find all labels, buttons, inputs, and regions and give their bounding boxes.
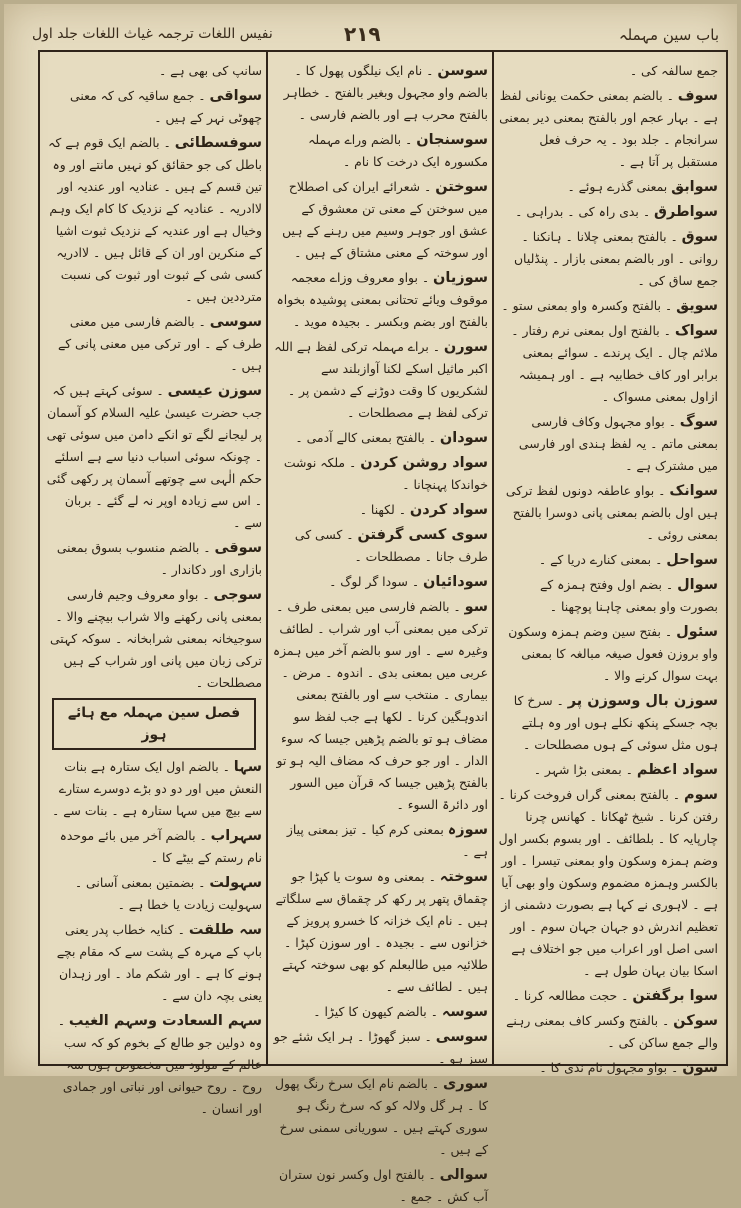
entry-definition: ۔ کنایہ خطاب پدر یعنی باپ کے مہرہ کے پشت سے کہ مقام بچے ہونے کا ہے ۔ اور شکم ماد ۔ اور زہدان یعنی بچہ دان سے ۔ — [56, 922, 262, 1003]
entry-definition: ۔ بمعنی وہ سوت یا کپڑا جو چقماق پتھر پر رکھ کر چقماق سے سلگاتے ہیں ۔ نام ایک خزانہ کا خسرو پرویز کے خزانوں سے ۔ بجیدہ ۔ اور سوزن کپڑا ۔ طلائیہ میں طالبعلم کو بھی سوختہ کہتے ہیں ۔ لطائف سے ۔ — [275, 869, 488, 994]
entry-definition: ۔ سوئی کہتے ہیں کہ جب حضرت عیسیٰ علیہ السلام کو آسمان پر لیجانے لگے تو انکے دامن میں سوئی تھی ۔ چونکہ سوئی اسباب دنیا سے ہے اسلئے حکم الٰہی سے چوتھے آسمان پر رکھی گئی ۔ اس سے زیادہ اوپر نہ لے گئے ۔ بربان سے ۔ — [46, 383, 262, 530]
entry-headword: سو — [464, 599, 488, 615]
middle-column — [272, 60, 488, 1204]
entry-definition: ۔ بفتح سین وضم ہمزہ وسکون واو بروزن فعول صیغہ مبالغہ کا بمعنی بہت سوال کرنے والا ۔ — [508, 624, 718, 683]
entry-definition: ۔ سبز گھوڑا ۔ ہر ایک شئے جو سبز ہو ۔ — [273, 1029, 488, 1066]
entry-headword: سوری — [443, 1076, 488, 1092]
dictionary-entry — [46, 60, 262, 82]
dictionary-entry — [272, 1001, 488, 1023]
entry-definition: ۔ بالضم بمعنی حکمت یونانی لفظ ہے ۔ بہار عجم اور بالفتح بمعنی دیر بمعنی سرانجام ۔ جلد بود ۔ یہ حرف فعل مستقبل پر آتا ہے ۔ — [499, 88, 718, 169]
section-heading: فصل سین مہملہ مع ہائے ہوز — [52, 698, 256, 750]
entry-headword: سوم — [684, 787, 718, 803]
entry-definition: ۔ بدی راہ کی ۔ بدراہی ۔ — [515, 204, 655, 219]
entry-definition: ۔ بالضم فارسی میں معنی طرف کے ۔ اور ترکی میں معنی پانی کے ہیں ۔ — [57, 314, 262, 373]
entry-definition: ۔ بالفتح بمعنی گراں فروخت کرنا ۔ رفتن کرنا ۔ شیخ ٹھکانا ۔ کھانس چرنا چارپایہ کا ۔ بلطائف ۔ اور بسوم بکسر اول وضم ہمزہ وسکون واو بمعنی تیسرا ۔ اور بالکسر وہمزہ مضموم وسکون واو بھی آیا ہے ۔ لاہوری نے کہا ہے بصورت دشمنی از تعظیم اندرش دو جہان جہان سوم ۔ اور اسی اصل اور اعراب میں جو اختلاف ہے اسکا بیان بہان طول ہے ۔ — [498, 787, 718, 978]
entry-headword: سواد کردن — [409, 502, 488, 518]
entry-definition: جمع سالفہ کی ۔ — [629, 63, 718, 78]
entry-definition: ۔ بالضم ایک قوم ہے کہ باطل کی جو حقائق کو نہیں مانتے اور وہ تین قسم کے ہیں ۔ عنادیہ اور عندیہ اور لاادریہ ۔ عنادیہ کے نزدیک کا کام ایک وہم وخیال ہے اور عندیہ کے نزدیک ثبوت اشیا کے منکرین اور ان کے قائل ہیں ۔ لاادریہ کسی شی کے ثبوت اور ثبوت کی نسبت مترددین ہیں ۔ — [48, 135, 262, 304]
entry-definition: ۔ شعرائے ایران کی اصطلاح میں سوختن کے معنی تن معشوق کے عشق اور جوہر وسیم میں رہنے کے ہیں اور سوختہ کے معنی مشتاق کے ہیں ۔ — [282, 179, 488, 260]
entry-definition: سانپ کی بھی ہے ۔ — [158, 63, 262, 78]
entry-headword: سوسی — [435, 1029, 488, 1045]
entry-headword: سوف — [677, 88, 718, 104]
dictionary-entry — [498, 549, 718, 571]
dictionary-entry — [272, 60, 488, 126]
dictionary-entry — [498, 985, 718, 1007]
entry-definition: ۔ بالضم فارسی میں بمعنی طرف ۔ ترکی میں بمعنی آب اور شراب ۔ لطائف وغیرہ سے ۔ اور سو بالضم آخر میں ہمزہ عربی میں بمعنی بدی ۔ اندوہ ۔ مرض ۔ بیماری ۔ منتخب سے اور بالفتح بمعنی اندوہگین کرنا ۔ لکھا ہے جب لفظ سو مضاف ہو تو بالضم پڑھیں جیسا کہ سوء الدار ۔ اور جو حرف کہ مضاف الیہ ہو تو بالفتح پڑھیں جیسا کہ قرآن میں السور اور دائرۃ السوء ۔ — [272, 599, 488, 812]
dictionary-entry — [46, 85, 262, 129]
page-number: ۲۱۹ — [344, 22, 381, 46]
dictionary-entry — [272, 596, 488, 816]
dictionary-entry — [46, 825, 262, 869]
dictionary-entry — [272, 571, 488, 593]
entry-headword: سہ طلقت — [188, 922, 262, 938]
dictionary-entry — [46, 132, 262, 308]
entry-headword: سوالی — [439, 1167, 488, 1183]
entry-definition: بمعنی کرم کیا ۔ تیز بمعنی پیاز ہے ۔ — [286, 822, 488, 859]
entry-headword: سورن — [443, 339, 488, 355]
dictionary-entry — [272, 866, 488, 998]
entry-definition: ۔ بالضم منسوب بسوق بمعنی بازاری اور دکاندار ۔ — [56, 540, 262, 577]
entry-headword: سواقی — [209, 88, 262, 104]
entry-definition: ۔ بالفتح وکسر کاف بمعنی رہنے والے جمع ساکن کی ۔ — [506, 1013, 718, 1050]
entry-definition: ۔ بالفتح اول وکسر نون ستران آب کش ۔ جمع ۔ — [279, 1167, 488, 1204]
entry-headword: سہراب — [210, 828, 262, 844]
dictionary-entry — [498, 759, 718, 781]
dictionary-entry — [498, 320, 718, 408]
entry-headword: سودائیان — [423, 574, 488, 590]
entry-definition: ۔ بمعنی بڑا شہر ۔ — [533, 762, 637, 777]
entry-headword: سوزن بال وسوزن پر — [567, 693, 718, 709]
entry-definition: ۔ بضمتین بمعنی آسانی ۔ سہولیت زیادت یا خطا ہے ۔ — [74, 875, 262, 912]
entry-headword: سوزیان — [433, 270, 488, 286]
dictionary-entry — [272, 499, 488, 521]
dictionary-entry — [272, 427, 488, 449]
entry-headword: سہم السعادت وسہم الغیب — [68, 1013, 262, 1029]
dictionary-entry — [272, 129, 488, 173]
entry-headword: سوسن — [437, 63, 488, 79]
dictionary-entry — [272, 819, 488, 863]
column-divider — [492, 52, 494, 1064]
entry-definition: ۔ کسی کی طرف جانا ۔ مصطلحات ۔ — [294, 527, 488, 564]
entry-headword: سویق — [676, 298, 718, 314]
entry-headword: سوا برگفتن — [632, 988, 718, 1004]
dictionary-entry — [498, 574, 718, 618]
dictionary-entry — [46, 537, 262, 581]
page-header — [4, 22, 737, 48]
entry-definition: ۔ سودا گر لوگ ۔ — [329, 574, 424, 589]
entry-headword: سوختہ — [439, 869, 488, 885]
dictionary-entry — [272, 1073, 488, 1161]
header-chapter-title: باب سین مہملہ — [618, 26, 719, 44]
entry-headword: سودان — [439, 430, 488, 446]
dictionary-entry — [498, 1010, 718, 1054]
entry-definition: ۔ لکھنا ۔ — [359, 502, 410, 517]
text-frame — [38, 50, 728, 1204]
dictionary-entry — [272, 524, 488, 568]
entry-definition: ۔ بالضم نام ایک سرخ رنگ پھول کا ۔ ہر گل ولالہ کو کہ سرخ رنگ ہو سوری کہتے ہیں ۔ سوریانی سمنی سرخ کے ہیں ۔ — [275, 1076, 488, 1157]
dictionary-entry — [498, 176, 718, 198]
entry-headword: سوابق — [671, 179, 718, 195]
entry-headword: سوال — [677, 577, 718, 593]
entry-headword: سوقی — [214, 540, 262, 556]
entry-definition: بمعنی گذرے ہوئے ۔ — [567, 179, 672, 194]
entry-definition: ۔ بواو معروف وزاے معجمہ موقوف ویائے تحتانی بمعنی پوشیدہ بخواہ بالفتح اور بضم وبکسر ۔ بجیدہ موید ۔ — [276, 270, 488, 329]
entry-definition: ۔ بالضم اول ایک ستارہ ہے بنات النعش میں اور دو دو بڑے دوسرے ستارے سے بیچ میں سہا ستارہ ہے ۔ بنات سے ۔ — [52, 759, 262, 818]
entry-headword: سوفسطائی — [174, 135, 262, 151]
entry-definition: ۔ بالفتح اول بمعنی نرم رفتار ۔ ملائم چال ۔ ایک پرندے ۔ سوائے بمعنی برابر اور کاف خطابیہ ہے ۔ اور ہمیشہ ازاول بمعنی مسواک ۔ — [511, 323, 718, 404]
dictionary-entry — [272, 452, 488, 496]
entry-headword: سوختن — [435, 179, 488, 195]
dictionary-entry — [498, 784, 718, 982]
dictionary-entry — [272, 336, 488, 424]
entry-definition: ۔ بالفتح وکسرہ واو بمعنی ستو ۔ — [501, 298, 677, 313]
entry-definition: ۔ بواو مجہول وکاف فارسی بمعنی ماتم ۔ یہ لفظ ہندی اور فارسی میں مشترک ہے ۔ — [518, 414, 718, 473]
entry-headword: سئول — [676, 624, 718, 640]
entry-definition: ۔ حجت مطالعہ کرنا ۔ — [512, 988, 633, 1003]
dictionary-entry — [498, 480, 718, 546]
left-column — [46, 60, 262, 1116]
entry-headword: سوکن — [673, 1013, 718, 1029]
entry-headword: سواد روشن کردن — [360, 455, 488, 471]
entry-headword: سواد اعظم — [636, 762, 718, 778]
entry-headword: سہا — [233, 759, 262, 775]
dictionary-entry — [272, 1026, 488, 1070]
entry-definition: ۔ سرخ کا بچہ جسکے پنکھ نکلے ہوں اور وہ ہلتے ہوں مثل سوئی کے ہوں مصطلحات ۔ — [513, 693, 718, 752]
dictionary-entry — [46, 380, 262, 534]
entry-headword: سوسنجان — [416, 132, 488, 148]
dictionary-entry — [498, 295, 718, 317]
dictionary-entry — [498, 60, 718, 82]
entry-headword: سوسہ — [441, 1004, 488, 1020]
entry-definition: ۔ بالضم آخر میں بائے موحدہ نام رستم کے بیٹے کا ۔ — [59, 828, 262, 865]
right-column — [498, 60, 718, 1076]
entry-headword: سواحل — [666, 552, 718, 568]
entry-headword: سوزہ — [447, 822, 488, 838]
dictionary-entry — [498, 226, 718, 292]
dictionary-entry — [46, 756, 262, 822]
entry-headword: سوق — [681, 229, 718, 245]
dictionary-entry — [272, 176, 488, 264]
entry-headword: سوگ — [679, 414, 718, 430]
entry-definition: ۔ بالفتح بمعنی چلانا ۔ ہانکنا ۔ روانی ۔ اور بالضم بمعنی بازار ۔ پنڈلیاں جمع ساق کی ۔ — [513, 229, 718, 288]
page-scan — [4, 4, 737, 1204]
entry-definition: ۔ بمعنی کنارے دریا کے ۔ — [538, 552, 667, 567]
entry-definition: ۔ بضم اول وفتح ہمزہ کے بصورت واو بمعنی چاہنا پوچھنا ۔ — [540, 577, 718, 614]
entry-headword: سواک — [674, 323, 718, 339]
dictionary-entry — [46, 872, 262, 916]
entry-headword: سہولت — [209, 875, 262, 891]
dictionary-entry — [498, 1057, 718, 1079]
dictionary-entry — [498, 411, 718, 477]
dictionary-entry — [46, 311, 262, 377]
dictionary-entry — [46, 1010, 262, 1120]
entry-definition: ۔ بواو عاطفہ دونوں لفظ ترکی ہیں اول بالضم بمعنی پانی دوسرا بالفتح بمعنی روئی ۔ — [505, 483, 718, 542]
entry-definition: ۔ بالضم وراے مہملہ مکسورہ ایک درخت کا نام ۔ — [308, 132, 488, 169]
dictionary-entry — [272, 267, 488, 333]
column-divider — [266, 52, 268, 1064]
header-book-title: نفیس اللغات ترجمہ غیاث اللغات جلد اول — [32, 26, 273, 42]
entry-definition: ۔ بواو معروف وجیم فارسی بمعنی پانی رکھنے والا شراب بیچنے والا ۔ سوجیخانہ بمعنی شرابخانہ ۔ سوکہ کہتی ترکی زبان میں پانی اور شراب کے ہیں مصطلحات ۔ — [49, 587, 262, 690]
dictionary-entry — [498, 85, 718, 173]
entry-headword: سون — [682, 1060, 718, 1076]
entry-definition: ۔ بالفتح بمعنی کالے آدمی ۔ — [295, 430, 440, 445]
entry-definition: ۔ بواو مجہول نام ندی کا ۔ — [539, 1060, 683, 1075]
dictionary-entry — [272, 1164, 488, 1208]
entry-headword: سواطرق — [654, 204, 718, 220]
entry-headword: سوجی — [213, 587, 262, 603]
entry-headword: سوی کسی گرفتن — [357, 527, 488, 543]
entry-headword: سوزن عیسی — [167, 383, 262, 399]
entry-definition: ۔ وہ دولین جو طالع کے بخوم کو کہ سب عالم کے مولود میں مخصوص ہوں سہ روح ۔ روح حیوانی اور نباتی اور جمادی اور انسان ۔ — [57, 1013, 262, 1116]
entry-headword: سوانک — [669, 483, 718, 499]
entry-definition: ۔ بالضم کیھون کا کیڑا ۔ — [313, 1004, 442, 1019]
dictionary-entry — [498, 201, 718, 223]
entry-definition: ۔ نام ایک نیلگوں پھول کا ۔ بالضم واو مجہول وبغیر بالفتح ۔ خطاہر بالفتح محرب ہے اور بالضم فارسی ۔ — [283, 63, 488, 122]
entry-definition: ۔ براے مہملہ ترکی لفظ ہے اللہ اکبر ماثیل اسکے لکنا آوازبلند سے لشکریوں کا وقت دوڑنے کے دشمن پر ۔ ترکی لفظ ہے مصطلحات ۔ — [274, 339, 488, 420]
dictionary-entry — [46, 584, 262, 694]
dictionary-entry — [46, 919, 262, 1007]
entry-definition: ۔ ملکہ نوشت خواندکا پہنچانا ۔ — [283, 455, 488, 492]
entry-definition: ۔ جمع ساقیہ کی کہ معنی چھوٹی نہر کے ہیں ۔ — [70, 88, 262, 125]
dictionary-entry — [498, 621, 718, 687]
entry-headword: سوسی — [209, 314, 262, 330]
dictionary-entry — [498, 690, 718, 756]
